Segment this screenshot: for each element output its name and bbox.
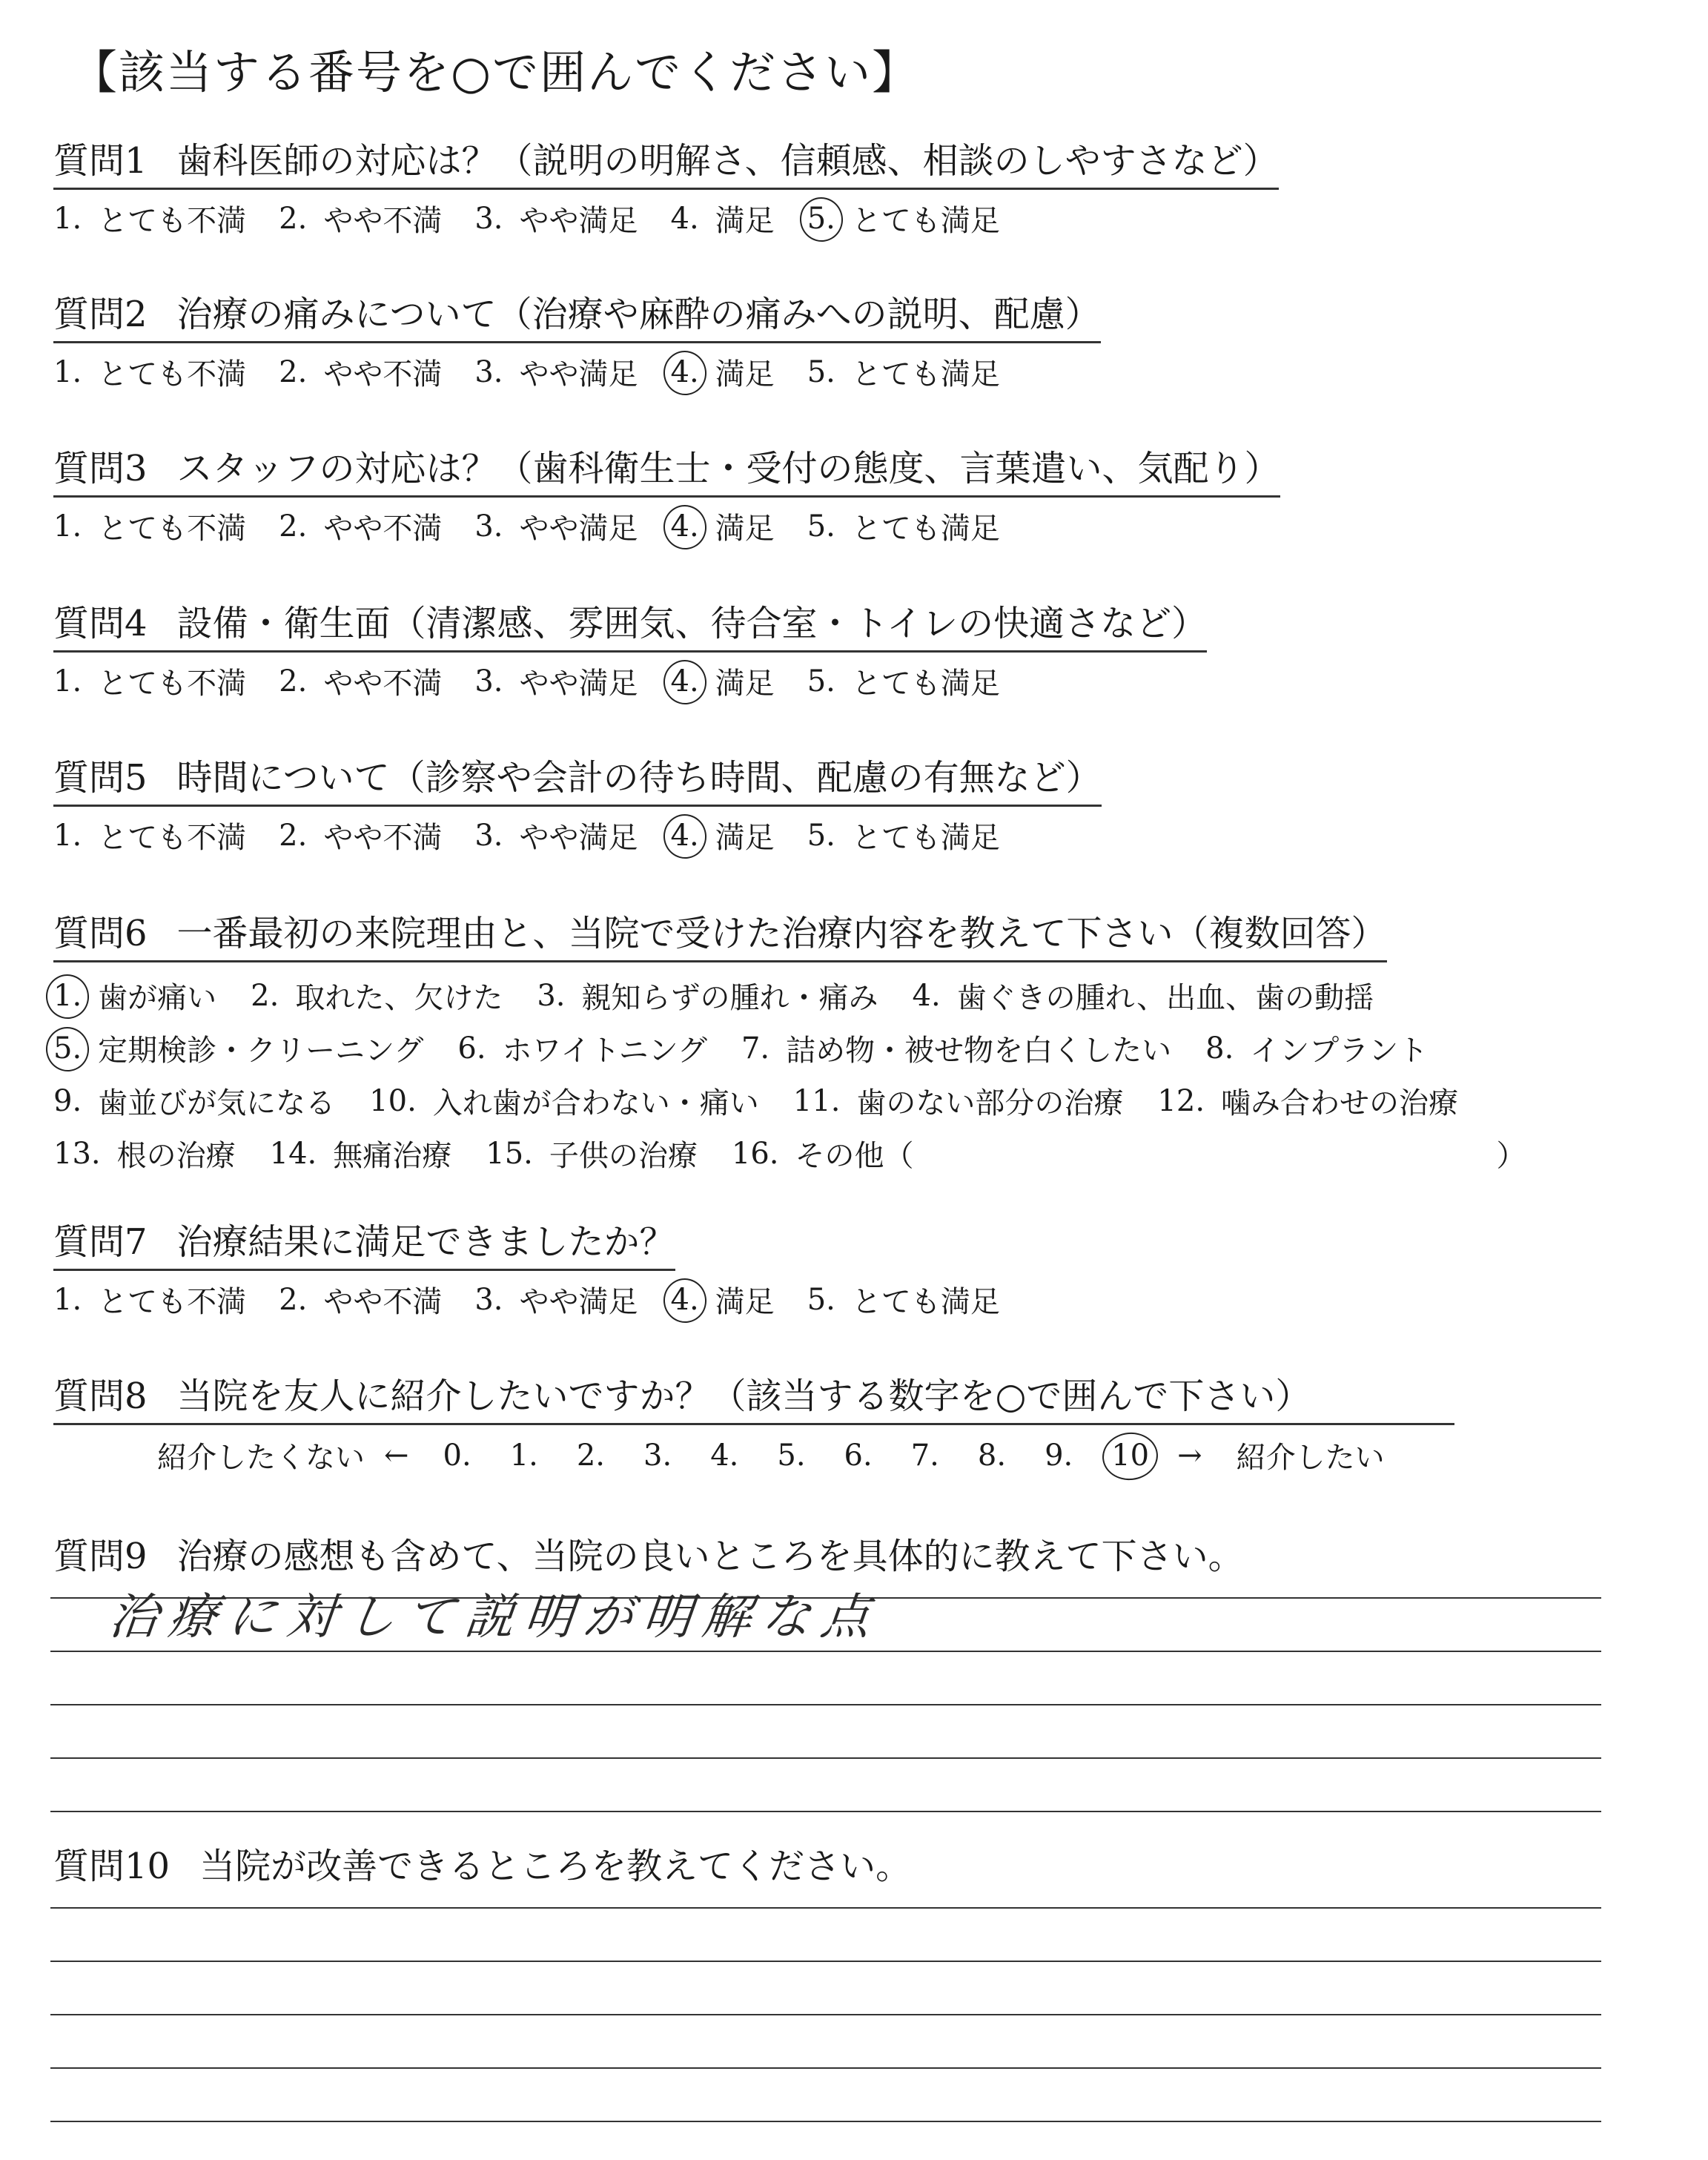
scale-right-label: 紹介したい [1236,1441,1385,1476]
option-number: 15. [486,1136,533,1171]
option-number: 2. [251,978,279,1013]
question-5 [53,758,1102,856]
option-label: その他（ [795,1139,914,1174]
question-8 [53,1376,1454,1476]
handwritten-answer: 治療に対して説明が明解な点 [106,1588,884,1645]
question-5-heading [53,758,1102,807]
option-number: 3. [474,1282,503,1317]
option-label: とても満足 [851,667,1000,701]
scale-number[interactable]: 2. [576,1438,606,1473]
option-item[interactable] [807,197,1000,240]
option-item[interactable] [807,660,1000,702]
answer-line [50,2015,1601,2069]
question-9-label: 質問9 [53,1536,148,1577]
question-6-options[interactable] [53,974,1526,1175]
option-row [53,1132,1526,1175]
question-4-heading [53,604,1207,653]
question-2-text: 治療の痛みについて（治療や麻酔の痛みへの説明、配慮） [176,294,1101,335]
option-item[interactable] [457,1027,707,1069]
option-item[interactable] [807,814,1000,856]
option-label: 歯ぐきの腫れ、出血、歯の動揺 [956,981,1374,1016]
selected-option-number: 5. [807,201,835,236]
question-10-label: 質問10 [53,1846,171,1887]
option-number: 2. [279,818,308,853]
option-row [53,974,1526,1017]
option-item[interactable] [279,505,442,547]
selected-option-number: 4. [670,354,699,389]
answer-line [50,1855,1601,1909]
left-arrow-icon: ← [384,1438,409,1473]
option-number: 16. [731,1136,779,1171]
option-item[interactable] [671,814,775,856]
option-label: 歯のない部分の治療 [856,1086,1124,1121]
question-7-options[interactable] [53,1278,1033,1321]
option-label: とても満足 [851,821,1000,856]
option-number: 13. [53,1136,101,1171]
question-3-options[interactable] [53,505,1280,547]
scale-number[interactable]: 7. [910,1438,939,1473]
option-number: 1. [53,1282,82,1317]
option-number: 3. [474,509,503,544]
option-item[interactable] [53,1080,335,1122]
answer-line [50,1909,1601,1962]
option-label: 満足 [715,1285,775,1320]
option-label: とても満足 [851,357,1000,392]
option-number: 2. [279,1282,308,1317]
option-item[interactable] [251,974,503,1017]
option-label: 入れ歯が合わない・痛い [432,1086,759,1121]
scale-numbers[interactable] [443,1439,1188,1473]
option-item[interactable] [671,1278,775,1321]
question-1-label: 質問1 [53,140,148,182]
option-number: 10. [369,1083,417,1118]
option-item[interactable] [279,197,442,240]
option-item[interactable] [474,197,638,240]
scale-number[interactable]: 5. [777,1438,806,1473]
question-4-text: 設備・衛生面（清潔感、雰囲気、待合室・トイレの快適さなど） [176,603,1208,644]
option-label: やや不満 [323,512,443,546]
option-item[interactable] [486,1132,698,1175]
question-2 [53,294,1101,393]
option-number: 5. [807,1282,835,1317]
option-number: 5. [807,354,835,389]
option-label: やや不満 [323,204,443,239]
question-3 [53,449,1280,547]
question-2-heading [53,294,1101,343]
option-item[interactable] [53,1027,423,1069]
question-2-label: 質問2 [53,294,148,335]
option-label: とても満足 [851,204,1000,239]
option-label: やや満足 [519,512,638,546]
recommendation-scale[interactable] [53,1434,1454,1476]
option-label: 満足 [715,821,775,856]
selected-scale-number[interactable]: 10 [1111,1438,1150,1473]
option-item[interactable] [53,814,246,856]
option-label: 満足 [715,357,775,392]
question-2-options[interactable] [53,351,1101,393]
selected-option-number: 5. [53,1031,82,1066]
option-item[interactable] [671,351,775,393]
option-item[interactable] [53,505,246,547]
option-item[interactable] [474,1278,638,1321]
option-label: やや不満 [323,821,443,856]
option-item[interactable] [671,505,775,547]
answer-line [50,2069,1601,2122]
question-4-options[interactable] [53,660,1207,702]
option-number: 2. [279,509,308,544]
option-item[interactable] [474,505,638,547]
option-label: 親知らずの腫れ・痛み [581,981,878,1016]
option-item[interactable] [53,197,246,240]
question-9-text: 治療の感想も含めて、当院の良いところを具体的に教えて下さい。 [176,1536,1244,1577]
option-item[interactable] [793,1080,1124,1122]
question-8-heading [53,1376,1454,1425]
option-label: やや満足 [519,821,638,856]
option-label: 噛み合わせの治療 [1221,1086,1459,1121]
option-label: とても不満 [98,1285,247,1320]
option-label: 満足 [715,204,775,239]
scale-number[interactable]: 6. [844,1438,873,1473]
question-6-heading [53,914,1387,962]
scale-number[interactable]: 9. [1045,1438,1073,1473]
answer-line [50,1588,1601,1652]
option-number: 1. [53,201,82,236]
option-item[interactable] [807,505,1000,547]
option-label: とても満足 [851,1285,1000,1320]
option-item[interactable] [279,814,442,856]
scale-left-label: 紹介したくない [157,1441,365,1476]
option-row [53,1027,1526,1069]
question-3-heading [53,449,1280,498]
option-number: 1. [53,664,82,698]
option-number: 3. [537,978,566,1013]
question-6 [53,914,1526,1175]
option-label: 根の治療 [116,1139,236,1174]
option-number: 1. [53,509,82,544]
option-label: ホワイトニング [502,1034,707,1069]
option-label: 満足 [715,512,775,546]
option-number: 3. [474,664,503,698]
option-item[interactable] [53,974,216,1017]
answer-line [50,1705,1601,1759]
question-5-text: 時間について（診察や会計の待ち時間、配慮の有無など） [176,757,1102,799]
option-label: 無痛治療 [333,1139,452,1174]
option-label: 子供の治療 [549,1139,698,1174]
question-7 [53,1222,1033,1321]
option-item[interactable] [53,351,246,393]
option-label: とても満足 [851,512,1000,546]
option-number: 3. [474,201,503,236]
option-number: 11. [792,1083,841,1118]
selected-option-number: 4. [670,664,699,698]
option-label: インプラント [1250,1034,1429,1069]
option-label: とても不満 [98,204,247,239]
question-5-label: 質問5 [53,757,148,799]
option-label: とても不満 [98,821,247,856]
option-number: 1. [53,818,82,853]
question-5-options[interactable] [53,814,1102,856]
option-number: 14. [269,1136,317,1171]
question-6-text: 一番最初の来院理由と、当院で受けた治療内容を教えて下さい（複数回答） [176,913,1387,954]
option-number: 4. [912,978,941,1013]
option-item[interactable] [270,1132,452,1175]
option-item[interactable] [474,814,638,856]
option-number: 1. [53,354,82,389]
question-8-text: 当院を友人に紹介したいですか？（該当する数字を○で囲んで下さい） [176,1375,1311,1417]
option-item[interactable] [537,974,878,1017]
option-item[interactable] [1157,1080,1458,1122]
option-label: やや不満 [323,357,443,392]
selected-option-number: 1. [53,978,82,1013]
option-number: 8. [1205,1031,1234,1066]
answer-line [50,1962,1601,2015]
option-item[interactable] [369,1080,759,1122]
option-row [53,1080,1526,1122]
option-item[interactable] [53,1132,236,1175]
selected-option-number: 4. [670,509,699,544]
option-label: 定期検診・クリーニング [98,1034,424,1069]
option-item[interactable] [741,1027,1171,1069]
question-1-options[interactable] [53,197,1279,240]
question-7-label: 質問7 [53,1221,148,1263]
option-label: 歯並びが気になる [98,1086,336,1121]
option-item[interactable] [913,974,1374,1017]
option-label: 詰め物・被せ物を白くしたい [786,1034,1172,1069]
option-item[interactable] [474,351,638,393]
option-label: とても不満 [98,512,247,546]
question-10-text: 当院が改善できるところを教えてください。 [199,1846,912,1887]
selected-option-number: 4. [670,818,699,853]
option-item[interactable] [807,351,1000,393]
option-number: 3. [474,354,503,389]
selected-option-number: 4. [670,1282,699,1317]
option-item[interactable] [53,1278,246,1321]
option-label: 満足 [715,667,775,701]
page-title: 【該当する番号を○で囲んでください】 [71,45,920,99]
option-number: 12. [1157,1083,1205,1118]
option-number: 6. [457,1031,486,1066]
option-item[interactable] [474,660,638,702]
scale-number[interactable]: 8. [977,1438,1007,1473]
option-label: やや不満 [323,667,443,701]
option-label: やや満足 [519,357,638,392]
option-number: 5. [807,818,835,853]
answer-line [50,1759,1601,1812]
option-label: やや不満 [323,1285,443,1320]
option-number: 3. [474,818,503,853]
question-1-heading [53,141,1279,190]
option-item[interactable] [671,197,775,240]
option-number: 4. [670,201,699,236]
option-number: 2. [279,664,308,698]
option-number: 7. [741,1031,770,1066]
question-6-label: 質問6 [53,913,148,954]
option-number: 9. [53,1083,82,1118]
scale-number[interactable]: 4. [710,1438,739,1473]
right-arrow-icon: → [1177,1438,1202,1473]
option-item[interactable] [732,1132,914,1175]
other-close-paren: ） [1496,1139,1526,1174]
question-10-answer-area[interactable] [50,1855,1601,2122]
question-7-text: 治療結果に満足できましたか？ [176,1221,675,1263]
question-9-answer-area[interactable] [50,1545,1601,1812]
scale-number[interactable]: 0. [443,1438,471,1473]
option-number: 5. [807,509,835,544]
scale-number[interactable]: 3. [643,1438,672,1473]
scale-number[interactable]: 1. [509,1438,538,1473]
option-number: 2. [279,354,308,389]
option-item[interactable] [279,660,442,702]
option-label: 歯が痛い [98,981,217,1016]
option-label: とても不満 [98,357,247,392]
option-item[interactable] [279,351,442,393]
answer-line [50,1652,1601,1705]
question-8-label: 質問8 [53,1375,148,1417]
option-label: やや満足 [519,667,638,701]
question-3-label: 質問3 [53,448,148,489]
option-item[interactable] [53,660,246,702]
question-1 [53,141,1279,240]
question-1-text: 歯科医師の対応は？（説明の明解さ、信頼感、相談のしやすさなど） [176,140,1279,182]
option-item[interactable] [1205,1027,1428,1069]
option-item[interactable] [671,660,775,702]
option-label: やや満足 [519,1285,638,1320]
option-label: とても不満 [98,667,247,701]
question-4-label: 質問4 [53,603,148,644]
question-3-text: スタッフの対応は？（歯科衛生士・受付の態度、言葉遣い、気配り） [176,448,1280,489]
option-number: 5. [807,664,835,698]
question-4 [53,604,1207,702]
option-label: やや満足 [519,204,638,239]
option-number: 2. [279,201,308,236]
option-item[interactable] [279,1278,442,1321]
question-7-heading [53,1222,675,1271]
option-label: 取れた、欠けた [295,981,503,1016]
option-item[interactable] [807,1278,1000,1321]
